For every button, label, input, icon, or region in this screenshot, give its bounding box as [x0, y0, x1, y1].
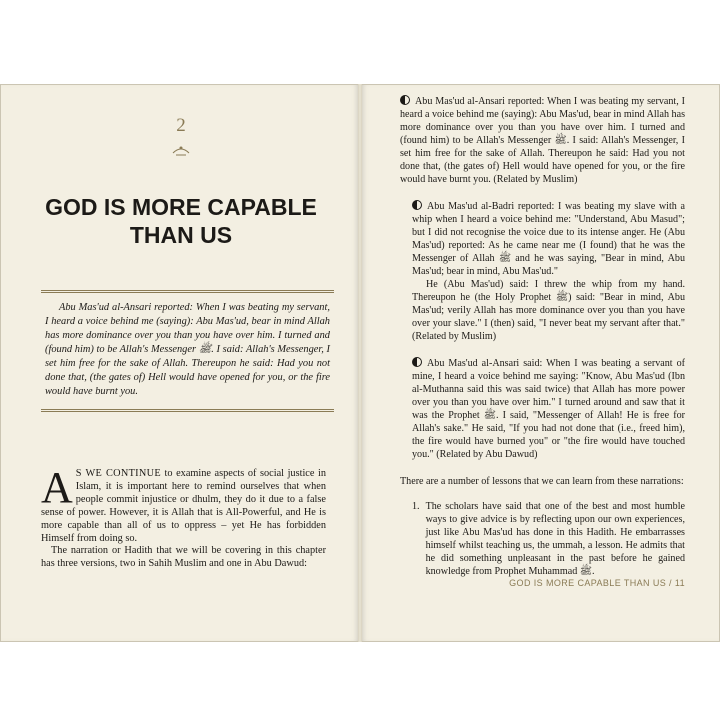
chapter-number: 2 — [176, 115, 186, 136]
paragraph-1-lead: S WE CONTINUE — [75, 468, 161, 479]
body-text-left — [41, 463, 327, 571]
bullet-icon — [412, 357, 422, 367]
left-page — [0, 84, 360, 642]
bullet-icon — [412, 200, 422, 210]
narration-2-text-a: Abu Mas'ud al-Badri reported: I was beating my slave with a whip when I heard a voice behind me: "Understand, Abu Masud"; but I did not recognise the voice due to its intense anger. He (Abu Mas'ud) reported: As he came near me (I found) that he was the Messenger of Allah ﷺ and he was saying, "Bear in mind, Abu Mas'ud; bear in mind, Abu Mas'ud." — [412, 201, 685, 277]
narration-1-text: Abu Mas'ud al-Ansari reported: When I was beating my servant, I heard a voice behind me (saying): Abu Mas'ud, bear in mind Allah has more dominance over you than you have over him. I turned and (found him) to be Allah's Messenger ﷺ. I said: Allah's Messenger, I set him free for the sake of Allah. Thereupon he said: Had you not done that, (the gates of) Hell would have opened for you, or the fire would have burnt you. (Related by Muslim) — [400, 96, 685, 185]
lesson-number: 1. — [412, 501, 420, 512]
drop-cap: A — [41, 463, 73, 512]
lesson-item-1 — [400, 500, 685, 578]
narration-3-text: Abu Mas'ud al-Ansari said: When I was beating a servant of mine, I heard a voice behind me saying: "Know, Abu Mas'ud (Ibn al-Muthanna said this was said twice) that Allah has more power over you than you have over him." I turned around and saw that it was the Prophet ﷺ. I said, "Messenger of Allah! He is free for Allah's sake." He said, "If you had not done that (i.e., freed him), the fire would have burned you" or "the fire would have touched you." (Related by Abu Dawud) — [412, 358, 685, 460]
narration-3 — [400, 357, 685, 461]
epigraph-text: Abu Mas'ud al-Ansari reported: When I was beating my servant, I heard a voice behind me (saying): Abu Mas'ud, bear in mind Allah has more dominance over you than you have over him. I turned and (found him) to be Allah's Messenger ﷺ. I said: Allah's Messenger, I set him free for the sake of Allah. Thereupon he said: Had you not done that, (the gates of) Hell would have opened for you, or the fire would have burnt you. — [45, 302, 330, 397]
narration-2-text-b: He (Abu Mas'ud) said: I threw the whip from my hand. Thereupon he (the Holy Prophet ﷺ) said: "Bear in mind, Abu Mas'ud; verily Allah has more dominance over you than you have over your slave." I (then) said, "I never beat my servant after that." (Related by Muslim) — [412, 279, 685, 342]
paragraph-1-text: to examine aspects of social justice in Islam, it is important here to remind ourselves that when people commit injustice or dhulm, they do it due to a false sense of power. However, it is Allah that is All-Powerful, and He is more capable than all of us to oppress – yet He has forbidden Himself from doing so. — [41, 468, 327, 544]
chapter-title: GOD IS MORE CAPABLE THAN US — [45, 194, 317, 248]
narration-1 — [400, 95, 685, 186]
paragraph-1 — [41, 463, 327, 545]
epigraph-box — [41, 290, 334, 412]
running-footer: GOD IS MORE CAPABLE THAN US / 11 — [509, 578, 685, 588]
narration-2 — [400, 200, 685, 343]
bullet-icon — [400, 95, 410, 105]
lesson-text: The scholars have said that one of the best and most humble ways to give advice is by reflecting upon our own experiences, just like Abu Mas'ud has done in this Hadith. He embarrasses himself whilst teaching us, the ummah, a lesson. He admits that he did something unpleasant in the past before he gained knowledge from Prophet Muhammad ﷺ. — [425, 501, 685, 577]
paragraph-2: The narration or Hadith that we will be covering in this chapter has three versions, two in Sahih Muslim and one in Abu Dawud: — [41, 545, 326, 570]
narrations-column — [400, 95, 685, 578]
book-gutter — [358, 84, 362, 642]
ornament-icon — [171, 143, 191, 157]
lessons-intro: There are a number of lessons that we can learn from these narrations: — [400, 476, 684, 487]
